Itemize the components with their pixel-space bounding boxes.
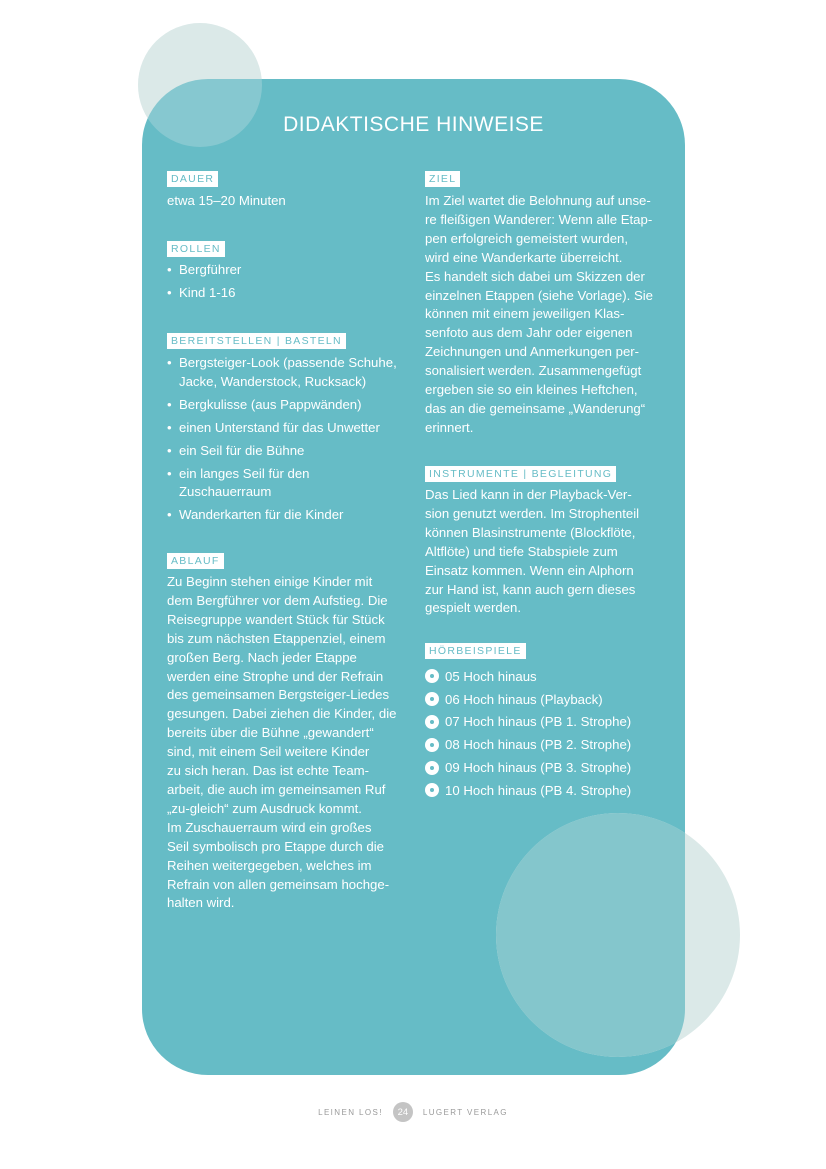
rollen-item: • Bergführer <box>167 261 241 280</box>
bereitstellen-list <box>167 354 397 529</box>
section-label-ablauf: ABLAUF <box>167 553 224 569</box>
cd-icon <box>425 761 439 775</box>
section-label-rollen: ROLLEN <box>167 241 225 257</box>
instrumente-paragraph: Das Lied kann in der Playback-Ver- sion genutzt werden. Im Strophenteil können Blasinstrumente (Blockflöte, Altflöte) und tiefe Stabspiele zum Einsatz kommen. Wenn ein Alphorn zur Hand ist, kann auch gern dieses gespielt werden. <box>425 487 640 616</box>
page-footer <box>0 1102 826 1122</box>
track-item: 07 Hoch hinaus (PB 1. Strophe) <box>425 711 631 734</box>
section-label-ziel: ZIEL <box>425 171 460 187</box>
footer-publisher: LUGERT VERLAG <box>422 1107 508 1117</box>
bereitstellen-item: • Wanderkarten für die Kinder <box>167 506 397 525</box>
track-item: 06 Hoch hinaus (Playback) <box>425 688 631 711</box>
track-item: 10 Hoch hinaus (PB 4. Strophe) <box>425 779 631 802</box>
bereitstellen-item: • einen Unterstand für das Unwetter <box>167 419 397 438</box>
cd-icon <box>425 669 439 683</box>
track-item: 05 Hoch hinaus <box>425 665 631 688</box>
cd-icon <box>425 738 439 752</box>
cd-icon <box>425 715 439 729</box>
cd-icon <box>425 692 439 706</box>
bereitstellen-item: • ein Seil für die Bühne <box>167 442 397 461</box>
track-item: 08 Hoch hinaus (PB 2. Strophe) <box>425 733 631 756</box>
rollen-list <box>167 261 241 307</box>
rollen-item: • Kind 1-16 <box>167 284 241 303</box>
cd-icon <box>425 783 439 797</box>
section-label-bereitstellen: BEREITSTELLEN | BASTELN <box>167 333 346 349</box>
bereitstellen-item: • Bergsteiger-Look (passende Schuhe, Jacke, Wanderstock, Rucksack) <box>167 354 397 392</box>
section-label-dauer: DAUER <box>167 171 218 187</box>
section-label-hoerbeispiele: HÖRBEISPIELE <box>425 643 526 659</box>
page-number: 24 <box>393 1102 413 1122</box>
page-title: DIDAKTISCHE HINWEISE <box>283 113 544 136</box>
section-label-instrumente: INSTRUMENTE | BEGLEITUNG <box>425 466 616 482</box>
track-list <box>425 665 631 802</box>
dauer-text: etwa 15–20 Minuten <box>167 193 286 208</box>
ablauf-paragraph: Zu Beginn stehen einige Kinder mit dem Bergführer vor dem Aufstieg. Die Reisegruppe wandert Stück für Stück bis zum nächsten Etappenziel, einem großen Berg. Nach jeder Etappe werden eine Strophe und der Refrain des gemeinsamen Bergsteiger-Liedes gesungen. Dabei ziehen die Kinder, die bereits über die Bühne „gewandert“ sind, mit einem Seil weitere Kinder zu sich heran. Das ist echte Team- arbeit, die auch im gemeinsamen Ruf „zu-gleich“ zum Ausdruck kommt. Im Zuschauerraum wird ein großes Seil symbolisch pro Etappe durch die Reihen weitergegeben, welches im Refrain von allen gemeinsam hochge- halten wird. <box>167 574 397 911</box>
track-item: 09 Hoch hinaus (PB 3. Strophe) <box>425 756 631 779</box>
footer-title: LEINEN LOS! <box>318 1107 383 1117</box>
bereitstellen-item: • ein langes Seil für den Zuschauerraum <box>167 465 397 503</box>
decorative-circle-bottom-overlap <box>496 813 740 1057</box>
bereitstellen-item: • Bergkulisse (aus Pappwänden) <box>167 396 397 415</box>
ziel-paragraph: Im Ziel wartet die Belohnung auf unse- re fleißigen Wanderer: Wenn alle Etap- pen erfolgreich gemeistert wurden, wird eine Wanderkarte überreicht. Es handelt sich dabei um Skizzen der einzelnen Etappen (siehe Vorlage). Sie können mit einem jeweiligen Klas- senfoto aus dem Jahr oder eigenen Zeichnungen und Anmerkungen per- sonalisiert werden. Zusammengefügt ergeben sie so ein kleines Heftchen, das an die gemeinsame „Wanderung“ erinnert. <box>425 193 654 435</box>
